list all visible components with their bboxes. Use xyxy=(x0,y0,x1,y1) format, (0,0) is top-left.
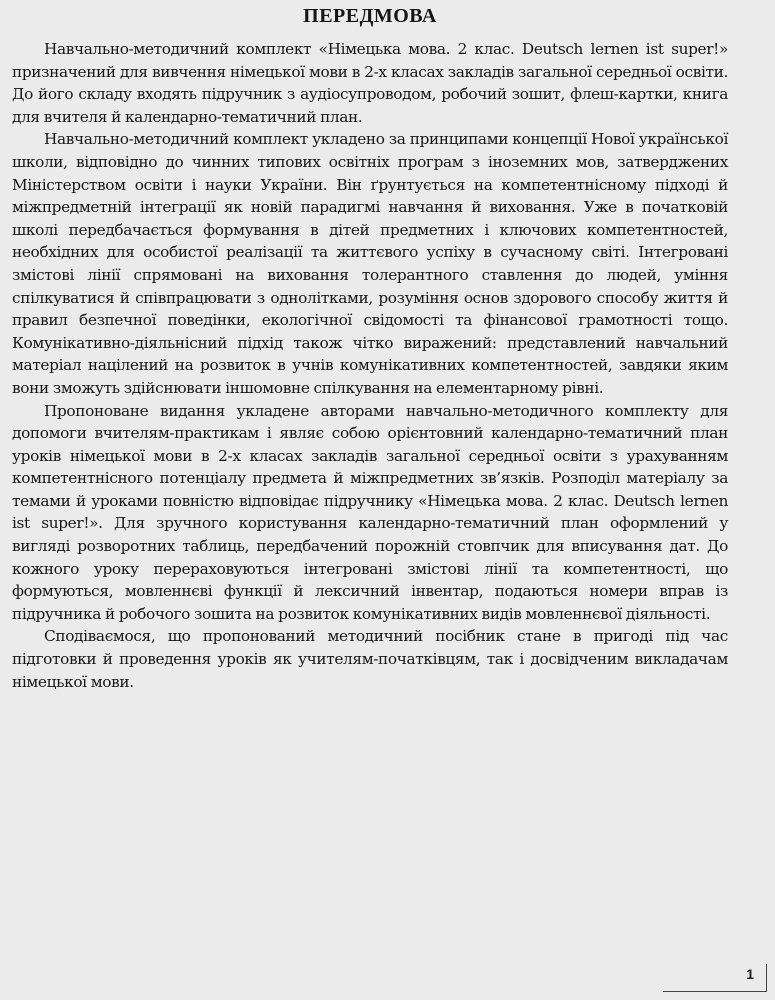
paragraph-4: Сподіваємося, що пропонований методичний посібник стане в пригоді під час підготовки й проведення уроків як учителям-початківцям, так і досвідченим викладачам німецької мови. xyxy=(12,627,728,691)
paragraph-1: Навчально-методичний комплект «Німецька мова. 2 клас. Deutsch lernen ist super!» призначений для вивчення німецької мови в 2-х класах закладів загальної середньої освіти. До його складу входять підручник з аудіосупроводом, робочий зошит, флеш-картки, книга для вчителя й календарно-тематичний план. xyxy=(12,40,728,126)
paragraph-3: Пропоноване видання укладене авторами навчально-методичного комплекту для допомоги вчителям-практикам і являє собою орієнтовний календарно-тематичний план уроків німецької мови в 2-х класах закладів загальної середньої освіти з урахуванням компетентнісного потенціалу предмета й міжпредметних зв’язків. Розподіл матеріалу за темами й уроками повністю відповідає підручнику «Німецька мова. 2 клас. Deutsch lernen ist super!». Для зручного користування календарно-тематичний план оформлений у вигляді розворотних таблиць, передбачений порожній стовпчик для вписування дат. До кожного уроку перераховуються інтегровані змістові лінії та компетентності, що формуються, мовленнєві функції й лексичний інвентар, подаються номери вправ із підручника й робочого зошита на розвиток комунікативних видів мовленнєвої діяльності. xyxy=(12,401,728,623)
page-number: 1 xyxy=(746,966,754,982)
paragraph-2: Навчально-методичний комплект укладено за принципами концепції Нової української школи, відповідно до чинних типових освітніх програм з іноземних мов, затверджених Міністерством освіти і науки України. Він ґрунтується на компетентнісному підході й міжпредметній інтеграції як новій парадигмі навчання й виховання. Уже в початковій школі передбачається формування в дітей предметних і ключових компетентностей, необхідних для особистої реалізації та життєвого успіху в сучасному світі. Інтегровані змістові лінії спрямовані на виховання толерантного ставлення до людей, уміння спілкуватися й співпрацювати з однолітками, розуміння основ здорового способу життя й правил безпечної поведінки, екологічної свідомості та фінансової грамотності тощо. Комунікативно-діяльнісний підхід також чітко виражений: представлений навчальний матеріал націлений на розвиток в учнів комунікативних компетентностей, завдяки яким вони зможуть здійснювати іншомовне спілкування на елементарному рівні. xyxy=(12,130,728,397)
page-number-frame xyxy=(663,964,767,992)
document-body xyxy=(12,38,728,693)
page-title: ПЕРЕДМОВА xyxy=(303,5,437,27)
